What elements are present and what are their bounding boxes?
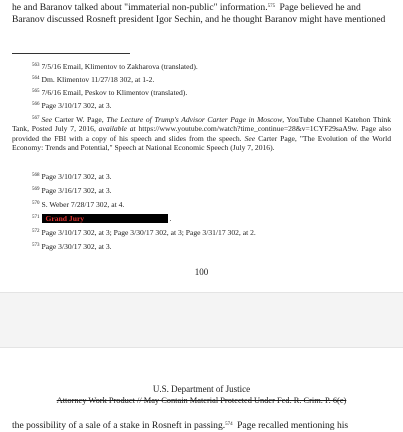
- page-number: 100: [194, 267, 209, 277]
- body-paragraph-bottom: the possibility of a sale of a stake in Rosneft in passing.$^{574}$ Page recalled mentioning his: [12, 420, 349, 431]
- footnote-564: $^{564}$ Dm. Klimentov 11/27/18 302, at 1-2.: [32, 75, 155, 84]
- doj-header: U.S. Department of Justice: [152, 384, 251, 394]
- footnote-567: $^{567}$ See Carter W. Page, The Lecture of Trump's Advisor Carter Page in Moscow, YouTube Channel Katehon Think Tank, Posted July 7, 2016, available at https://www.youtube.com/watch?time_continue=28&v=1CYF29saA9w. Page also provided the FBI with a copy of his speech and slides from the speech. See Carter Page, "The Evolution of the World Economy: Trends and Potential," Speech at National Economic Speech (July 7, 2016).: [12, 115, 391, 153]
- footnote-divider: [12, 53, 130, 54]
- footnote-568: $^{568}$ Page 3/10/17 302, at 3.: [32, 172, 112, 181]
- footnote-566: $^{566}$ Page 3/10/17 302, at 3.: [32, 101, 112, 110]
- youtube-link[interactable]: https://www.youtube.com/watch?time_continue=28&v=1CYF29saA9w. Page also provided the FBI with a copy of his speech and slides from the speech.: [12, 124, 391, 143]
- footnote-573: $^{573}$ Page 3/30/17 302, at 3.: [32, 242, 112, 251]
- footnote-563: $^{563}$ 7/5/16 Email, Klimentov to Zakharova (translated).: [32, 62, 198, 71]
- page-break: [0, 292, 403, 348]
- footnote-569: $^{569}$ Page 3/16/17 302, at 3.: [32, 186, 112, 195]
- work-product-header: Attorney Work Product // May Contain Material Protected Under Fed. R. Crim. P. 6(e): [56, 396, 347, 405]
- footnote-570: $^{570}$ S. Weber 7/28/17 302, at 4.: [32, 200, 125, 209]
- body-paragraph-top: he and Baranov talked about "immaterial non-public" information.$^{575}$ Page believed he and Baranov discussed Rosneft president Igor Sechin, and he thought Baranov might have mentioned: [12, 2, 386, 25]
- footnote-565: $^{565}$ 7/6/16 Email, Peskov to Klimentov (translated).: [32, 88, 188, 97]
- grand-jury-redaction: Grand Jury: [42, 214, 168, 223]
- footnote-571: $^{571}$ Grand Jury .: [32, 214, 172, 223]
- footnote-572: $^{572}$ Page 3/10/17 302, at 3; Page 3/30/17 302, at 3; Page 3/31/17 302, at 2.: [32, 228, 256, 237]
